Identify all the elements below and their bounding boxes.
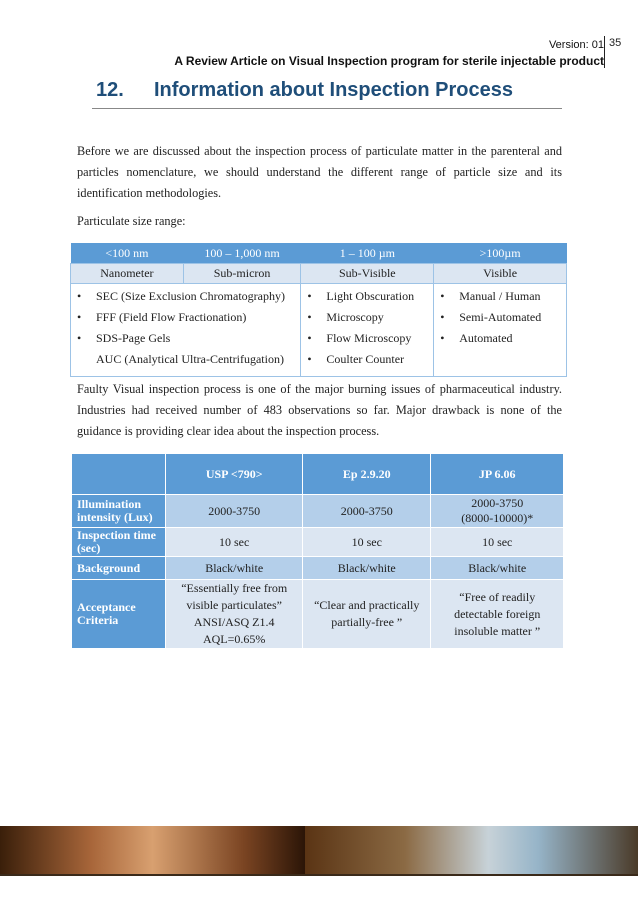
particle-size-table (70, 243, 567, 377)
page-header (111, 37, 604, 69)
size-range-cell: 1 – 100 µm (301, 243, 434, 264)
heading-rule (92, 108, 562, 109)
size-range-label: Particulate size range: (77, 214, 186, 228)
methods-nano-submicron (71, 284, 301, 377)
size-name-cell: Visible (434, 264, 567, 284)
column-header: JP 6.06 (431, 454, 564, 495)
methods-subvisible (301, 284, 434, 377)
method-item: • Manual / Human (440, 286, 560, 307)
row-label: Background (72, 557, 166, 580)
method-item: • SDS-Page Gels (77, 328, 294, 349)
method-item: • Automated (440, 328, 560, 349)
method-item: • Flow Microscopy (307, 328, 427, 349)
row-label: Acceptance Criteria (72, 580, 166, 649)
method-item: • Light Obscuration (307, 286, 427, 307)
size-name-cell: Sub-Visible (301, 264, 434, 284)
footer-banner-image (0, 826, 638, 874)
version-label: Version: 01 (548, 39, 604, 51)
table-cell: “Clear and practically partially-free ” (303, 580, 431, 649)
methods-visible (434, 284, 567, 377)
header-divider (604, 36, 605, 68)
faulty-inspection-paragraph: Faulty Visual inspection process is one of the major burning issues of pharmaceutical industry. Industries had received number of 483 observations so far. Major drawback is none of the guidance is providing clear idea about the inspection process. (77, 382, 562, 438)
row-label: Inspection time (sec) (72, 528, 166, 557)
pharmacopoeia-comparison-table (71, 453, 564, 649)
table-cell: Black/white (431, 557, 564, 580)
table-cell: 10 sec (431, 528, 564, 557)
method-item: AUC (Analytical Ultra-Centrifugation) (96, 352, 284, 366)
table-cell: 2000-3750 (166, 495, 303, 528)
table-cell: Black/white (166, 557, 303, 580)
method-item: • FFF (Field Flow Fractionation) (77, 307, 294, 328)
method-item: • Microscopy (307, 307, 427, 328)
table-cell: 10 sec (303, 528, 431, 557)
hands-holding-vials-image (305, 826, 638, 874)
table-cell: “Essentially free from visible particulates” ANSI/ASQ Z1.4 AQL=0.65% (166, 580, 303, 649)
section-number: 12. (96, 79, 124, 101)
size-range-cell: 100 – 1,000 nm (183, 243, 301, 264)
size-range-cell: <100 nm (71, 243, 184, 264)
table-cell: 2000-3750 (8000-10000)* (431, 495, 564, 528)
size-name-cell: Nanometer (71, 264, 184, 284)
size-name-cell: Sub-micron (183, 264, 301, 284)
document-title: A Review Article on Visual Inspection program for sterile injectable product (174, 54, 604, 68)
footer-rule (0, 874, 638, 876)
method-item: • Coulter Counter (307, 349, 427, 370)
hands-with-vials-image (0, 826, 305, 874)
page-number: 35 (609, 37, 622, 49)
table-cell: 2000-3750 (303, 495, 431, 528)
section-heading (96, 79, 513, 102)
method-item: • Semi-Automated (440, 307, 560, 328)
column-header: Ep 2.9.20 (303, 454, 431, 495)
table-cell: “Free of readily detectable foreign insoluble matter ” (431, 580, 564, 649)
section-title: Information about Inspection Process (154, 79, 513, 101)
empty-header-cell (72, 454, 166, 495)
method-item: • SEC (Size Exclusion Chromatography) (77, 286, 294, 307)
row-label: Illumination intensity (Lux) (72, 495, 166, 528)
intro-paragraph: Before we are discussed about the inspection process of particulate matter in the parenteral and particles nomenclature, we should understand the different range of particle size and its identification methodologies. (77, 144, 562, 200)
table-cell: Black/white (303, 557, 431, 580)
column-header: USP <790> (166, 454, 303, 495)
table-cell: 10 sec (166, 528, 303, 557)
size-range-cell: >100µm (434, 243, 567, 264)
